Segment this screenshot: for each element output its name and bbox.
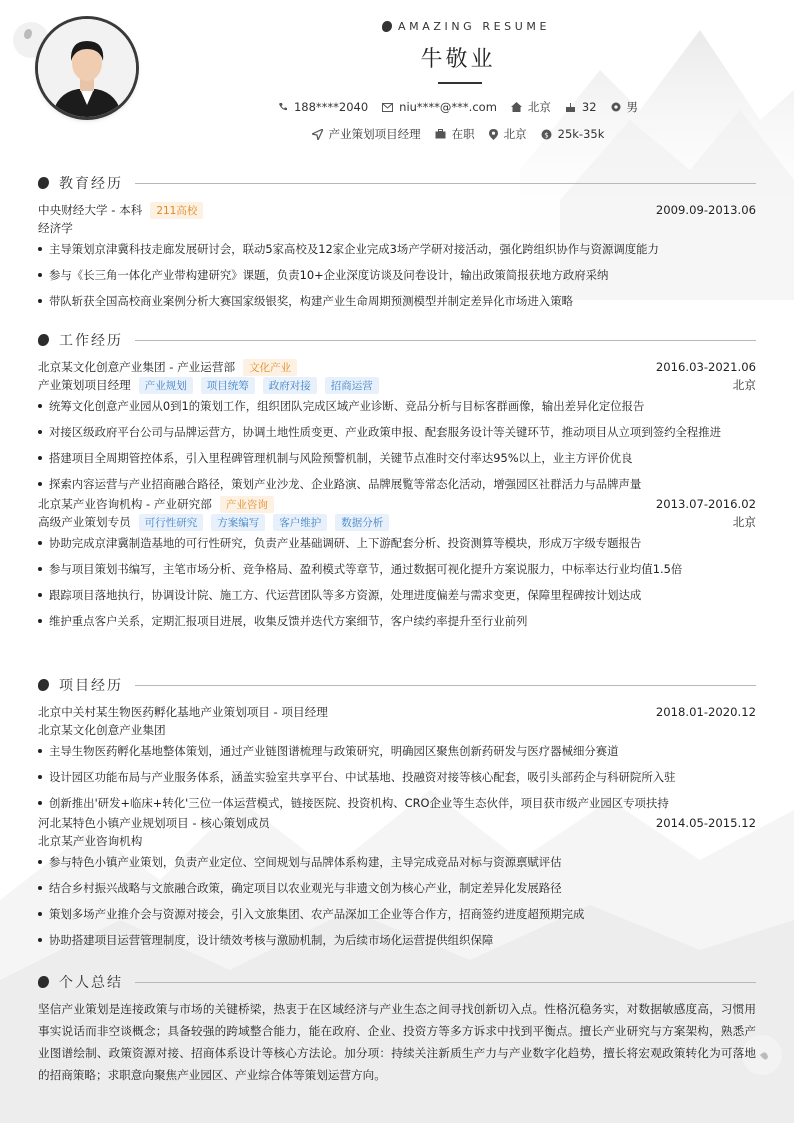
- skill-tag: 方案编写: [211, 514, 265, 531]
- skill-tag: 产业规划: [139, 377, 193, 394]
- entry-period: 2009.09-2013.06: [655, 203, 756, 217]
- projects-section: [38, 675, 756, 955]
- list-item: 主导生物医药孵化基地整体策划，通过产业链图谱梳理与政策研究，明确园区聚焦创新药研发与医疗器械细分赛道: [38, 740, 756, 762]
- entry-header: [38, 703, 756, 721]
- candidate-name: 牛敬业: [420, 47, 496, 72]
- list-item: 结合乡村振兴战略与文旅融合政策，确定项目以农业观光与非遗文创为核心产业，制定差异化发展路径: [38, 877, 756, 899]
- money-icon: [541, 129, 552, 140]
- salary-info: [541, 127, 605, 141]
- gender-icon: [611, 102, 621, 112]
- entry-left: [38, 514, 389, 531]
- entry-left: [38, 359, 297, 376]
- project-name: 河北某特色小镇产业规划项目 - 核心策划成员: [38, 816, 270, 830]
- position-info: [312, 126, 421, 142]
- project-entry: [38, 703, 756, 814]
- section-header: [38, 675, 756, 695]
- industry-tag: 文化产业: [243, 359, 297, 376]
- list-item: 参与特色小镇产业策划，负责产业定位、空间规划与品牌体系构建，主导完成竞品对标与资源禀赋评估: [38, 851, 756, 873]
- entry-left: [38, 496, 274, 513]
- list-item: 统筹文化创意产业园从0到1的策划工作，组织团队完成区域产业诊断、竞品分析与目标客群画像，输出差异化定位报告: [38, 395, 756, 417]
- summary-section: [38, 972, 756, 1086]
- company-name: 北京某产业咨询机构 - 产业研究部: [38, 497, 212, 511]
- entry-header: [38, 495, 756, 513]
- name-divider: [438, 82, 482, 84]
- role-row: [38, 513, 756, 531]
- skill-tag: 政府对接: [263, 377, 317, 394]
- entry-header: [38, 358, 756, 376]
- section-title: 项目经历: [59, 678, 123, 694]
- status-info: [435, 126, 475, 142]
- briefcase-icon: [435, 129, 446, 139]
- cake-icon: [565, 102, 576, 113]
- section-header: [38, 173, 756, 193]
- entry-left: [38, 202, 203, 219]
- section-divider: [135, 340, 756, 341]
- section-title: 教育经历: [59, 176, 123, 192]
- school-tag: 211高校: [150, 202, 203, 219]
- section-divider: [135, 685, 756, 686]
- project-name: 北京中关村某生物医药孵化基地产业策划项目 - 项目经理: [38, 705, 328, 719]
- status-text: 在职: [451, 127, 475, 141]
- work-entry: [38, 358, 756, 495]
- bullet-list: [38, 740, 756, 814]
- bullet-list: [38, 851, 756, 951]
- ink-drop-icon: [38, 334, 49, 346]
- skill-tag: 招商运营: [325, 377, 379, 394]
- section-divider: [135, 982, 756, 983]
- gender-info: [611, 99, 639, 115]
- section-title: 工作经历: [59, 333, 123, 349]
- project-org: 北京某文化创意产业集团: [38, 723, 166, 737]
- age-info: [565, 100, 597, 114]
- list-item: 对接区级政府平台公司与品牌运营方，协调土地性质变更、产业政策申报、配套服务设计等关键环节，推动项目从立项到签约全程推进: [38, 421, 756, 443]
- home-icon: [511, 102, 522, 112]
- section-header: [38, 330, 756, 350]
- industry-tag: 产业咨询: [220, 496, 274, 513]
- list-item: 主导策划京津冀科技走廊发展研讨会，联动5家高校及12家企业完成3场产学研对接活动，强化跨组织协作与资源调度能力: [38, 238, 756, 260]
- list-item: 策划多场产业推介会与资源对接会，引入文旅集团、农产品深加工企业等合作方，招商签约进度超预期完成: [38, 903, 756, 925]
- skill-tag: 项目统筹: [201, 377, 255, 394]
- education-entry: [38, 201, 756, 312]
- skill-tag: 客户维护: [273, 514, 327, 531]
- gender-text: 男: [626, 100, 639, 114]
- entry-header: [38, 814, 756, 832]
- mail-icon: [382, 103, 393, 112]
- brand-text: AMAZING RESUME: [398, 20, 551, 33]
- entry-header: [38, 201, 756, 219]
- bullet-list: [38, 395, 756, 495]
- work-city: 北京: [732, 515, 756, 529]
- contact-row: [0, 99, 794, 115]
- ink-drop-icon: [38, 679, 49, 691]
- city-info: [489, 126, 527, 142]
- ink-drop-icon: [38, 976, 49, 988]
- list-item: 协助完成京津冀制造基地的可行性研究，负责产业基础调研、上下游配套分析、投资测算等模块，形成万字级专题报告: [38, 532, 756, 554]
- major: 经济学: [38, 221, 73, 235]
- entry-period: 2016.03-2021.06: [655, 360, 756, 374]
- brand-label: [382, 20, 550, 33]
- location-pin-icon: [489, 129, 498, 140]
- send-icon: [312, 129, 323, 140]
- location-text: 北京: [527, 100, 551, 114]
- skill-tag: 可行性研究: [139, 514, 204, 531]
- phone-info: [278, 100, 368, 114]
- list-item: 参与《长三角一体化产业带构建研究》课题，负责10+企业深度访谈及问卷设计，输出政策简报获地方政府采纳: [38, 264, 756, 286]
- entry-period: 2018.01-2020.12: [655, 705, 756, 719]
- list-item: 维护重点客户关系，定期汇报项目进展，收集反馈并迭代方案细节，客户续约率提升至行业前列: [38, 610, 756, 632]
- role-title: 产业策划项目经理: [38, 378, 131, 392]
- list-item: 参与项目策划书编写，主笔市场分析、竞争格局、盈利模式等章节，通过数据可视化提升方案说服力，中标率达行业均值1.5倍: [38, 558, 756, 580]
- intent-row: [0, 126, 794, 142]
- list-item: 创新推出'研发+临床+转化'三位一体运营模式，链接医院、投资机构、CRO企业等生态伙伴，项目获市级产业园区专项扶持: [38, 792, 756, 814]
- bullet-list: [38, 238, 756, 312]
- entry-period: 2013.07-2016.02: [655, 497, 756, 511]
- company-name: 北京某文化创意产业集团 - 产业运营部: [38, 360, 236, 374]
- work-section: [38, 330, 756, 636]
- summary-text: 坚信产业策划是连接政策与市场的关键桥梁，热衷于在区域经济与产业生态之间寻找创新切入点。性格沉稳务实，对数据敏感度高，习惯用事实说话而非空谈概念；具备较强的跨域整合能力，能在政府、企业、投资方等多方诉求中找到平衡点。擅长产业研究与方案架构，熟悉产业图谱绘制、政策资源对接、招商体系设计等核心方法论。加分项：持续关注新质生产力与产业数字化趋势，擅长将宏观政策转化为可落地的招商策略；求职意向聚焦产业园区、产业综合体等策划运营方向。: [38, 1002, 756, 1082]
- phone-icon: [278, 102, 288, 112]
- work-city: 北京: [732, 378, 756, 392]
- skill-tag: 数据分析: [335, 514, 389, 531]
- section-title: 个人总结: [59, 975, 123, 991]
- education-section: [38, 173, 756, 316]
- role-row: [38, 376, 756, 394]
- project-org: 北京某产业咨询机构: [38, 834, 143, 848]
- ink-drop-icon: [382, 21, 392, 32]
- location-info: [511, 99, 551, 115]
- list-item: 设计园区功能布局与产业服务体系，涵盖实验室共享平台、中试基地、投融资对接等核心配套，吸引头部药企与科研院所入驻: [38, 766, 756, 788]
- list-item: 搭建项目全周期管控体系，引入里程碑管理机制与风险预警机制，关键节点准时交付率达95%以上，业主方评价优良: [38, 447, 756, 469]
- svg-text:$: $: [543, 130, 549, 139]
- position-text: 产业策划项目经理: [328, 127, 421, 141]
- list-item: 跟踪项目落地执行，协调设计院、施工方、代运营团队等多方资源，处理进度偏差与需求变更，保障里程碑按计划达成: [38, 584, 756, 606]
- city-text: 北京: [503, 127, 527, 141]
- salary-text: 25k-35k: [557, 127, 605, 141]
- list-item: 协助搭建项目运营管理制度，设计绩效考核与激励机制，为后续市场化运营提供组织保障: [38, 929, 756, 951]
- project-entry: [38, 814, 756, 951]
- ink-drop-icon: [38, 177, 49, 189]
- email-text: niu****@***.com: [399, 100, 497, 114]
- list-item: 探索内容运营与产业招商融合路径，策划产业沙龙、企业路演、品牌展覧等常态化活动，增强园区社群活力与品牌声量: [38, 473, 756, 495]
- email-info: [382, 100, 497, 114]
- phone-text: 188****2040: [293, 100, 369, 114]
- role-title: 高级产业策划专员: [38, 515, 131, 529]
- section-header: [38, 972, 756, 992]
- age-text: 32: [581, 100, 597, 114]
- work-entry: [38, 495, 756, 632]
- bullet-list: [38, 532, 756, 632]
- school-name: 中央财经大学 - 本科: [38, 203, 143, 217]
- section-divider: [135, 183, 756, 184]
- list-item: 带队斩获全国高校商业案例分析大赛国家级银奖，构建产业生命周期预测模型并制定差异化市场进入策略: [38, 290, 756, 312]
- entry-left: [38, 377, 379, 394]
- entry-period: 2014.05-2015.12: [655, 816, 756, 830]
